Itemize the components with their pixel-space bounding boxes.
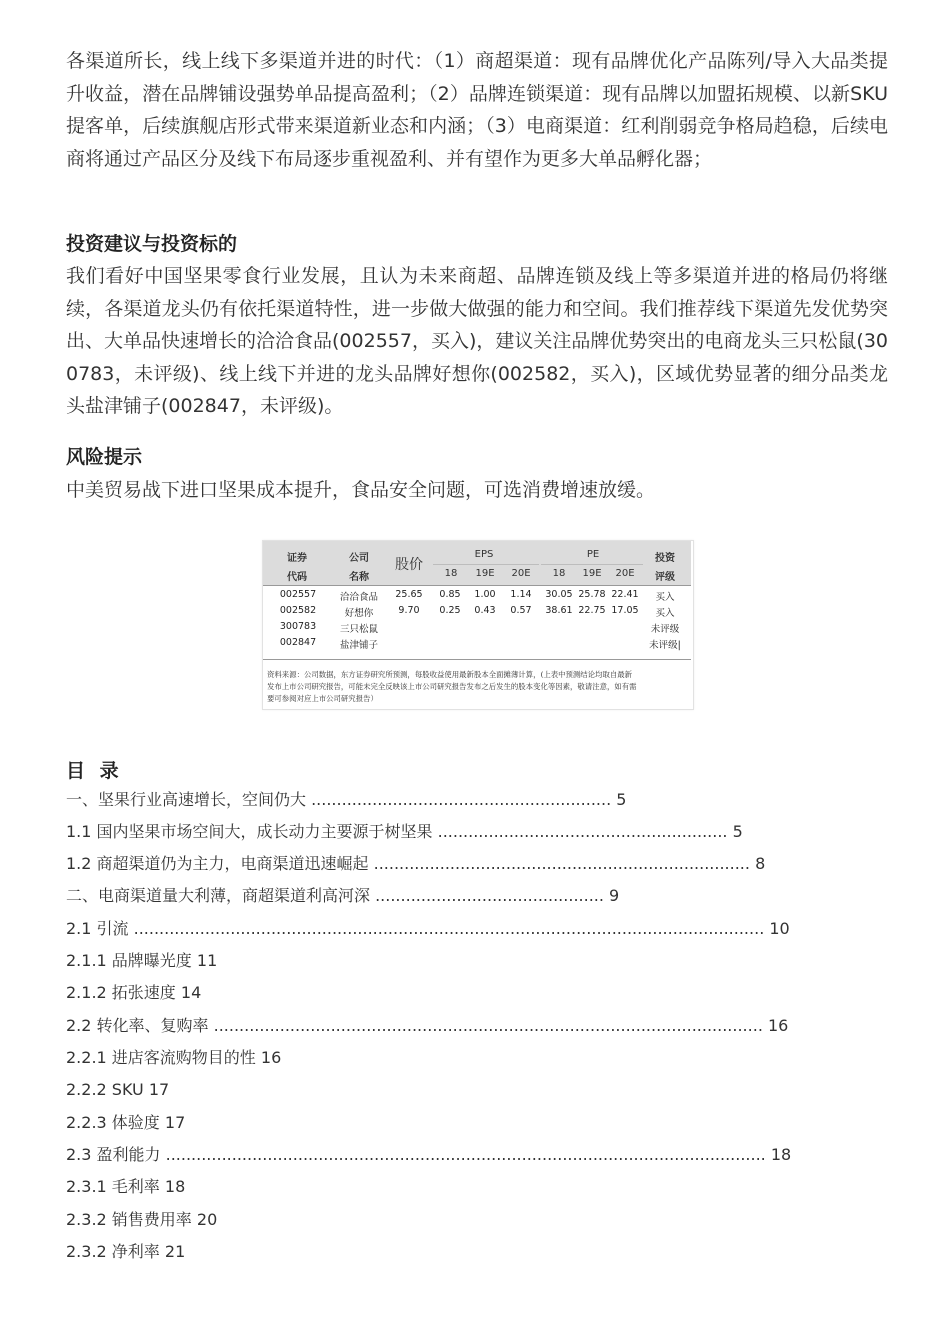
table-cell: 30.05: [545, 589, 573, 600]
table-cell: 0.57: [510, 605, 532, 616]
pe-underline: [541, 564, 643, 565]
table-cell: 盐津铺子: [339, 640, 378, 651]
toc-entry[interactable]: 二、电商渠道量大利薄，商超渠道利高河深 ............................................. 9: [66, 886, 620, 905]
table-cell: 300783: [279, 621, 317, 632]
note-line: 要可参阅对应上市公司研究报告）: [267, 694, 378, 703]
table-cell: 买入: [655, 592, 675, 603]
toc-entry[interactable]: 2.1 引流 ............................................................................................................................ 10: [66, 919, 790, 938]
header-code-bottom: 代码: [287, 572, 307, 583]
note-line: 资料来源：公司数据，东方证券研究所预测，每股收益使用最新股本全面摊薄计算，(上表中预测结论均取自最新: [267, 670, 633, 679]
header-eps-18: 18: [444, 568, 458, 579]
table-cell: 0.85: [439, 589, 461, 600]
toc-entry[interactable]: 2.1.1 品牌曝光度 11: [66, 951, 218, 970]
toc-entry[interactable]: 2.3 盈利能力 ...................................................................................................................... 18: [66, 1145, 792, 1164]
toc-entry[interactable]: 1.2 商超渠道仍为主力，电商渠道迅速崛起 .......................................................................... 8: [66, 854, 766, 873]
table-cell: 38.61: [545, 605, 573, 616]
stock-table: [262, 540, 694, 710]
toc-entry[interactable]: 一、坚果行业高速增长，空间仍大 ........................................................... 5: [66, 790, 627, 809]
header-bottom-line: [263, 585, 691, 586]
table-cell: 1.14: [510, 589, 532, 600]
table-cell: 22.41: [611, 589, 639, 600]
table-cell: 25.65: [395, 589, 423, 600]
eps-underline: [433, 564, 539, 565]
header-price: 股价: [395, 557, 423, 573]
invest-heading: 投资建议与投资标的: [66, 233, 238, 255]
table-cell: 0.25: [439, 605, 461, 616]
table-cell: 22.75: [578, 605, 606, 616]
table-cell: 002557: [279, 589, 317, 600]
toc-entry[interactable]: 2.2.2 SKU 17: [66, 1080, 170, 1099]
header-eps: EPS: [474, 549, 494, 560]
header-rating-bottom: 评级: [655, 572, 675, 583]
header-company-top: 公司: [349, 553, 369, 564]
table-cell: 17.05: [611, 605, 639, 616]
toc-entry[interactable]: 2.3.1 毛利率 18: [66, 1177, 186, 1196]
table-source-note: [267, 669, 687, 705]
note-line: 发布上市公司研究报告，可能未完全反映该上市公司研究报告发布之后发生的股本变化等因素，敬请注意，如有需: [267, 682, 637, 691]
invest-paragraph: 我们看好中国坚果零食行业发展，且认为未来商超、品牌连锁及线上等多渠道并进的格局仍将继续，各渠道龙头仍有依托渠道特性，进一步做大做强的能力和空间。我们推荐线下渠道先发优势突出、大单品快速增长的洽洽食品(002557，买入)，建议关注品牌优势突出的电商龙头三只松鼠(300783，未评级)、线上线下并进的龙头品牌好想你(002582，买入)，区域优势显著的细分品类龙头盐津铺子(002847，未评级)。: [66, 265, 888, 417]
toc-entry[interactable]: 2.2 转化率、复购率 ............................................................................................................ 16: [66, 1016, 789, 1035]
header-pe-19e: 19E: [582, 568, 602, 579]
toc-entry[interactable]: 2.1.2 拓张速度 14: [66, 983, 202, 1002]
table-cell: 好想你: [344, 608, 374, 619]
table-cell: 买入: [655, 608, 675, 619]
risk-heading: 风险提示: [66, 446, 143, 468]
header-company-bottom: 名称: [349, 572, 369, 583]
header-pe: PE: [586, 549, 600, 560]
toc-entry[interactable]: 2.2.1 进店客流购物目的性 16: [66, 1048, 282, 1067]
table-cell: 1.00: [474, 589, 496, 600]
table-cell: 洽洽食品: [339, 592, 378, 603]
toc-title: 目 录: [66, 760, 123, 782]
header-eps-19e: 19E: [475, 568, 495, 579]
table-cell: 未评级|: [649, 640, 681, 651]
risk-paragraph: 中美贸易战下进口坚果成本提升，食品安全问题，可选消费增速放缓。: [66, 479, 656, 501]
header-rating-top: 投资: [655, 553, 675, 564]
toc-entry[interactable]: 1.1 国内坚果市场空间大，成长动力主要源于树坚果 ......................................................... 5: [66, 822, 743, 841]
header-eps-20e: 20E: [511, 568, 531, 579]
table-cell: 25.78: [578, 589, 606, 600]
table-bottom-line: [263, 659, 691, 660]
table-cell: 002582: [279, 605, 317, 616]
table-cell: 002847: [279, 637, 317, 648]
toc-entry[interactable]: 2.2.3 体验度 17: [66, 1113, 186, 1132]
toc-entry[interactable]: 2.3.2 净利率 21: [66, 1242, 186, 1261]
intro-paragraph: 各渠道所长，线上线下多渠道并进的时代：（1）商超渠道：现有品牌优化产品陈列/导入大品类提升收益，潜在品牌铺设强势单品提高盈利；（2）品牌连锁渠道：现有品牌以加盟拓规模、以新SKU 提客单，后续旗舰店形式带来渠道新业态和内涵；（3）电商渠道：红利削弱竞争格局趋稳，后续电商将通过产品区分及线下布局逐步重视盈利、并有望作为更多大单品孵化器；: [66, 50, 888, 170]
header-pe-20e: 20E: [615, 568, 635, 579]
table-cell: 0.43: [474, 605, 496, 616]
table-cell: 三只松鼠: [339, 624, 378, 635]
toc-entry[interactable]: 2.3.2 销售费用率 20: [66, 1210, 218, 1229]
header-code-top: 证券: [287, 553, 307, 564]
table-cell: 未评级: [650, 624, 680, 635]
header-pe-18: 18: [552, 568, 566, 579]
table-cell: 9.70: [398, 605, 420, 616]
